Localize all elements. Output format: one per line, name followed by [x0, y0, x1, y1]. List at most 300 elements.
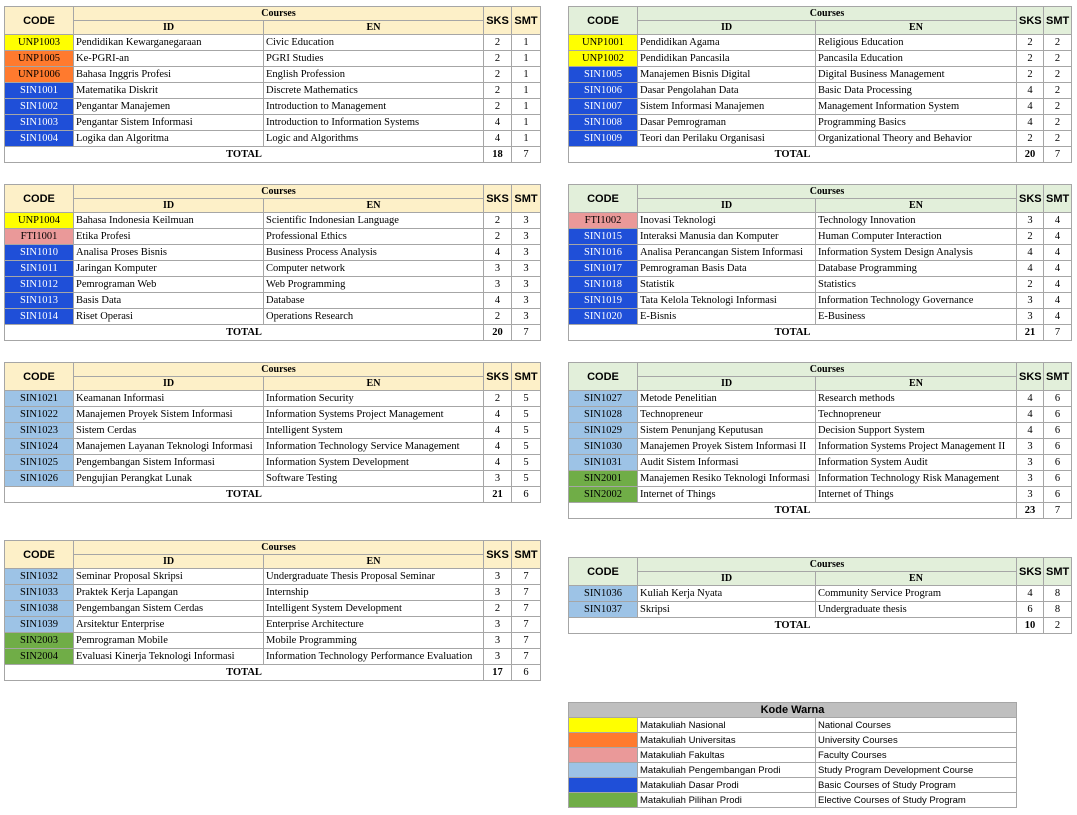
id-header: ID: [638, 21, 816, 35]
header-row: [569, 558, 1072, 572]
course-smt: 5: [512, 391, 541, 407]
course-name-id: Arsitektur Enterprise: [74, 617, 264, 633]
course-name-en: Programming Basics: [816, 115, 1017, 131]
course-name-en: Information System Audit: [816, 455, 1017, 471]
smt-header: SMT: [1044, 558, 1072, 586]
course-name-en: Religious Education: [816, 35, 1017, 51]
course-code: SIN1019: [569, 293, 638, 309]
course-name-id: Interaksi Manusia dan Komputer: [638, 229, 816, 245]
course-name-id: Manajemen Bisnis Digital: [638, 67, 816, 83]
course-sks: 4: [1017, 245, 1044, 261]
course-name-id: Seminar Proposal Skripsi: [74, 569, 264, 585]
en-header: EN: [816, 199, 1017, 213]
course-code: FTI1001: [5, 229, 74, 245]
course-smt: 7: [512, 601, 541, 617]
smt-header: SMT: [1044, 185, 1072, 213]
course-row: [569, 277, 1072, 293]
header-row: [5, 185, 541, 199]
course-code: SIN1006: [569, 83, 638, 99]
course-name-id: E-Bisnis: [638, 309, 816, 325]
course-sks: 6: [1017, 602, 1044, 618]
course-name-en: Discrete Mathematics: [264, 83, 484, 99]
course-code: SIN1038: [5, 601, 74, 617]
course-name-en: Technology Innovation: [816, 213, 1017, 229]
legend-title: Kode Warna: [569, 703, 1017, 718]
total-sks: 18: [484, 147, 512, 163]
course-name-en: Information Systems Project Management II: [816, 439, 1017, 455]
total-row: [5, 147, 541, 163]
course-code: SIN1011: [5, 261, 74, 277]
course-name-id: Statistik: [638, 277, 816, 293]
course-name-en: Technopreneur: [816, 407, 1017, 423]
course-code: SIN1002: [5, 99, 74, 115]
course-name-id: Sistem Cerdas: [74, 423, 264, 439]
course-sks: 3: [484, 649, 512, 665]
course-name-id: Internet of Things: [638, 487, 816, 503]
course-name-id: Analisa Perancangan Sistem Informasi: [638, 245, 816, 261]
course-row: [5, 423, 541, 439]
course-name-en: Mobile Programming: [264, 633, 484, 649]
course-name-en: Undergraduate Thesis Proposal Seminar: [264, 569, 484, 585]
smt-header: SMT: [512, 363, 541, 391]
course-name-en: Intelligent System Development: [264, 601, 484, 617]
courses-header: Courses: [638, 7, 1017, 21]
course-row: [569, 602, 1072, 618]
course-name-en: Statistics: [816, 277, 1017, 293]
legend-row: [569, 763, 1017, 778]
course-name-en: Organizational Theory and Behavior: [816, 131, 1017, 147]
total-label: TOTAL: [569, 503, 1017, 519]
course-code: UNP1005: [5, 51, 74, 67]
course-sks: 4: [1017, 407, 1044, 423]
course-row: [5, 617, 541, 633]
total-smt: 7: [1044, 325, 1072, 341]
sks-header: SKS: [1017, 363, 1044, 391]
course-sks: 2: [1017, 131, 1044, 147]
course-code: SIN1022: [5, 407, 74, 423]
course-smt: 3: [512, 213, 541, 229]
total-smt: 6: [512, 487, 541, 503]
course-name-id: Pengantar Sistem Informasi: [74, 115, 264, 131]
course-code: SIN1009: [569, 131, 638, 147]
course-row: [5, 633, 541, 649]
sks-header: SKS: [484, 185, 512, 213]
legend-row: [569, 793, 1017, 808]
course-sks: 4: [484, 293, 512, 309]
course-name-en: Digital Business Management: [816, 67, 1017, 83]
course-code: SIN1039: [5, 617, 74, 633]
course-smt: 6: [1044, 407, 1072, 423]
course-row: [5, 407, 541, 423]
courses-header: Courses: [74, 185, 484, 199]
total-label: TOTAL: [569, 147, 1017, 163]
course-name-id: Kuliah Kerja Nyata: [638, 586, 816, 602]
en-header: EN: [264, 199, 484, 213]
course-sks: 4: [1017, 391, 1044, 407]
course-sks: 2: [484, 51, 512, 67]
course-code: SIN2001: [569, 471, 638, 487]
sks-header: SKS: [484, 363, 512, 391]
course-code: UNP1006: [5, 67, 74, 83]
course-name-en: Internet of Things: [816, 487, 1017, 503]
en-header: EN: [264, 377, 484, 391]
course-name-id: Manajemen Proyek Sistem Informasi: [74, 407, 264, 423]
course-name-id: Sistem Informasi Manajemen: [638, 99, 816, 115]
id-header: ID: [74, 377, 264, 391]
total-row: [569, 147, 1072, 163]
total-sks: 20: [484, 325, 512, 341]
course-name-en: Introduction to Information Systems: [264, 115, 484, 131]
course-row: [5, 115, 541, 131]
course-name-en: Management Information System: [816, 99, 1017, 115]
header-row: [5, 541, 541, 555]
smt-header: SMT: [1044, 7, 1072, 35]
course-row: [569, 407, 1072, 423]
course-smt: 2: [1044, 51, 1072, 67]
course-smt: 7: [512, 585, 541, 601]
total-smt: 7: [1044, 147, 1072, 163]
course-code: SIN1037: [569, 602, 638, 618]
course-smt: 4: [1044, 213, 1072, 229]
course-smt: 7: [512, 633, 541, 649]
legend-swatch: [569, 778, 638, 793]
subheader-row: [5, 555, 541, 569]
total-sks: 23: [1017, 503, 1044, 519]
course-smt: 6: [1044, 455, 1072, 471]
id-header: ID: [74, 21, 264, 35]
total-row: [5, 325, 541, 341]
course-row: [5, 67, 541, 83]
id-header: ID: [74, 555, 264, 569]
sks-header: SKS: [484, 541, 512, 569]
legend-label-id: Matakuliah Pilihan Prodi: [638, 793, 816, 808]
course-name-id: Pengantar Manajemen: [74, 99, 264, 115]
code-header: CODE: [5, 185, 74, 213]
course-code: SIN1024: [5, 439, 74, 455]
subheader-row: [569, 199, 1072, 213]
course-smt: 4: [1044, 277, 1072, 293]
legend-header: [569, 703, 1017, 718]
course-code: SIN1023: [5, 423, 74, 439]
course-name-id: Metode Penelitian: [638, 391, 816, 407]
sks-header: SKS: [1017, 185, 1044, 213]
course-smt: 5: [512, 407, 541, 423]
course-row: [5, 649, 541, 665]
course-sks: 2: [484, 309, 512, 325]
course-smt: 1: [512, 115, 541, 131]
course-name-id: Tata Kelola Teknologi Informasi: [638, 293, 816, 309]
legend-label-en: Basic Courses of Study Program: [816, 778, 1017, 793]
course-sks: 3: [1017, 213, 1044, 229]
course-name-en: Software Testing: [264, 471, 484, 487]
course-code: UNP1004: [5, 213, 74, 229]
course-code: SIN1025: [5, 455, 74, 471]
legend-row: [569, 748, 1017, 763]
course-sks: 2: [1017, 67, 1044, 83]
course-code: SIN1020: [569, 309, 638, 325]
course-row: [5, 83, 541, 99]
subheader-row: [569, 377, 1072, 391]
course-name-id: Pemrograman Web: [74, 277, 264, 293]
course-name-en: Information Technology Service Management: [264, 439, 484, 455]
en-header: EN: [264, 21, 484, 35]
header-row: [569, 7, 1072, 21]
legend-label-en: Elective Courses of Study Program: [816, 793, 1017, 808]
legend-row: [569, 718, 1017, 733]
legend-label-id: Matakuliah Dasar Prodi: [638, 778, 816, 793]
course-sks: 4: [484, 115, 512, 131]
course-sks: 4: [484, 439, 512, 455]
course-code: SIN1014: [5, 309, 74, 325]
course-name-id: Skripsi: [638, 602, 816, 618]
header-row: [569, 363, 1072, 377]
course-name-en: Introduction to Management: [264, 99, 484, 115]
course-code: SIN1001: [5, 83, 74, 99]
header-row: [5, 7, 541, 21]
legend-label-id: Matakuliah Universitas: [638, 733, 816, 748]
total-smt: 2: [1044, 618, 1072, 634]
courses-header: Courses: [74, 363, 484, 377]
course-smt: 5: [512, 439, 541, 455]
course-smt: 4: [1044, 309, 1072, 325]
total-row: [5, 487, 541, 503]
course-sks: 4: [484, 407, 512, 423]
course-row: [5, 309, 541, 325]
course-code: SIN2002: [569, 487, 638, 503]
course-name-id: Sistem Penunjang Keputusan: [638, 423, 816, 439]
course-row: [569, 487, 1072, 503]
legend-label-id: Matakuliah Pengembangan Prodi: [638, 763, 816, 778]
course-name-id: Pendidikan Kewarganegaraan: [74, 35, 264, 51]
course-smt: 1: [512, 131, 541, 147]
course-sks: 2: [1017, 229, 1044, 245]
course-row: [5, 277, 541, 293]
course-row: [569, 131, 1072, 147]
course-sks: 3: [1017, 455, 1044, 471]
course-sks: 2: [484, 213, 512, 229]
course-code: SIN1031: [569, 455, 638, 471]
course-sks: 4: [1017, 99, 1044, 115]
course-row: [5, 35, 541, 51]
course-sks: 3: [1017, 487, 1044, 503]
course-name-id: Ke-PGRI-an: [74, 51, 264, 67]
course-row: [569, 245, 1072, 261]
course-code: SIN1021: [5, 391, 74, 407]
total-sks: 17: [484, 665, 512, 681]
semester-8-table: [568, 557, 1072, 634]
course-sks: 2: [484, 391, 512, 407]
course-row: [569, 439, 1072, 455]
en-header: EN: [264, 555, 484, 569]
course-name-en: Basic Data Processing: [816, 83, 1017, 99]
subheader-row: [569, 21, 1072, 35]
course-name-en: Enterprise Architecture: [264, 617, 484, 633]
total-label: TOTAL: [5, 665, 484, 681]
course-sks: 3: [1017, 439, 1044, 455]
total-sks: 21: [484, 487, 512, 503]
course-smt: 3: [512, 261, 541, 277]
course-smt: 2: [1044, 35, 1072, 51]
course-name-en: Undergraduate thesis: [816, 602, 1017, 618]
total-sks: 10: [1017, 618, 1044, 634]
code-header: CODE: [569, 558, 638, 586]
course-row: [569, 309, 1072, 325]
course-row: [569, 35, 1072, 51]
course-code: SIN1005: [569, 67, 638, 83]
course-code: SIN1015: [569, 229, 638, 245]
course-smt: 4: [1044, 229, 1072, 245]
course-name-id: Basis Data: [74, 293, 264, 309]
course-name-id: Keamanan Informasi: [74, 391, 264, 407]
course-row: [569, 293, 1072, 309]
course-name-en: Intelligent System: [264, 423, 484, 439]
course-smt: 2: [1044, 83, 1072, 99]
course-name-id: Evaluasi Kinerja Teknologi Informasi: [74, 649, 264, 665]
course-row: [5, 569, 541, 585]
total-label: TOTAL: [569, 325, 1017, 341]
course-row: [5, 245, 541, 261]
course-smt: 3: [512, 293, 541, 309]
course-sks: 4: [1017, 115, 1044, 131]
course-smt: 7: [512, 649, 541, 665]
course-code: SIN1029: [569, 423, 638, 439]
course-name-id: Manajemen Proyek Sistem Informasi II: [638, 439, 816, 455]
course-sks: 2: [484, 67, 512, 83]
course-row: [5, 293, 541, 309]
course-row: [569, 51, 1072, 67]
course-code: SIN1026: [5, 471, 74, 487]
course-row: [5, 601, 541, 617]
course-name-en: Information Systems Project Management: [264, 407, 484, 423]
course-smt: 1: [512, 51, 541, 67]
total-label: TOTAL: [5, 147, 484, 163]
course-row: [569, 391, 1072, 407]
course-sks: 3: [1017, 471, 1044, 487]
course-smt: 3: [512, 309, 541, 325]
course-code: SIN1036: [569, 586, 638, 602]
course-code: SIN1016: [569, 245, 638, 261]
course-code: SIN1017: [569, 261, 638, 277]
course-row: [569, 213, 1072, 229]
course-name-en: Computer network: [264, 261, 484, 277]
course-sks: 3: [484, 569, 512, 585]
course-name-id: Analisa Proses Bisnis: [74, 245, 264, 261]
course-name-id: Pengembangan Sistem Informasi: [74, 455, 264, 471]
total-sks: 21: [1017, 325, 1044, 341]
course-smt: 3: [512, 277, 541, 293]
course-name-en: Database Programming: [816, 261, 1017, 277]
course-sks: 4: [1017, 261, 1044, 277]
course-name-id: Etika Profesi: [74, 229, 264, 245]
total-row: [569, 325, 1072, 341]
semester-7-table: [4, 540, 541, 681]
course-smt: 3: [512, 229, 541, 245]
course-name-id: Pendidikan Pancasila: [638, 51, 816, 67]
semester-6-table: [568, 362, 1072, 519]
course-name-id: Logika dan Algoritma: [74, 131, 264, 147]
course-row: [569, 261, 1072, 277]
course-name-id: Audit Sistem Informasi: [638, 455, 816, 471]
course-code: SIN1010: [5, 245, 74, 261]
course-name-en: Community Service Program: [816, 586, 1017, 602]
course-row: [569, 423, 1072, 439]
course-row: [5, 229, 541, 245]
code-header: CODE: [569, 7, 638, 35]
course-row: [5, 99, 541, 115]
course-row: [5, 391, 541, 407]
smt-header: SMT: [512, 541, 541, 569]
course-name-id: Bahasa Indonesia Keilmuan: [74, 213, 264, 229]
course-name-id: Pengembangan Sistem Cerdas: [74, 601, 264, 617]
smt-header: SMT: [512, 185, 541, 213]
course-row: [569, 115, 1072, 131]
course-row: [569, 586, 1072, 602]
sks-header: SKS: [484, 7, 512, 35]
course-smt: 4: [1044, 261, 1072, 277]
course-name-id: Dasar Pengolahan Data: [638, 83, 816, 99]
course-code: UNP1001: [569, 35, 638, 51]
course-name-en: Web Programming: [264, 277, 484, 293]
sks-header: SKS: [1017, 7, 1044, 35]
course-name-en: Civic Education: [264, 35, 484, 51]
course-row: [569, 229, 1072, 245]
course-name-id: Riset Operasi: [74, 309, 264, 325]
total-smt: 6: [512, 665, 541, 681]
course-sks: 3: [484, 585, 512, 601]
semester-2-table: [568, 6, 1072, 163]
course-smt: 6: [1044, 471, 1072, 487]
course-sks: 3: [484, 261, 512, 277]
course-name-en: Database: [264, 293, 484, 309]
legend-label-en: University Courses: [816, 733, 1017, 748]
course-name-en: Business Process Analysis: [264, 245, 484, 261]
course-sks: 3: [484, 471, 512, 487]
course-name-en: Internship: [264, 585, 484, 601]
course-smt: 8: [1044, 602, 1072, 618]
course-row: [569, 99, 1072, 115]
course-code: UNP1003: [5, 35, 74, 51]
course-code: SIN1013: [5, 293, 74, 309]
course-smt: 2: [1044, 131, 1072, 147]
semester-3-table: [4, 184, 541, 341]
course-smt: 4: [1044, 293, 1072, 309]
en-header: EN: [816, 572, 1017, 586]
code-header: CODE: [569, 185, 638, 213]
course-sks: 2: [484, 229, 512, 245]
course-sks: 2: [484, 35, 512, 51]
legend-label-en: National Courses: [816, 718, 1017, 733]
total-sks: 20: [1017, 147, 1044, 163]
course-name-en: Scientific Indonesian Language: [264, 213, 484, 229]
course-row: [5, 131, 541, 147]
course-name-id: Praktek Kerja Lapangan: [74, 585, 264, 601]
course-sks: 4: [484, 455, 512, 471]
course-sks: 2: [484, 83, 512, 99]
legend-swatch: [569, 733, 638, 748]
course-row: [5, 585, 541, 601]
course-smt: 6: [1044, 391, 1072, 407]
course-code: SIN1018: [569, 277, 638, 293]
course-name-en: Information Technology Performance Evaluation: [264, 649, 484, 665]
course-smt: 6: [1044, 439, 1072, 455]
sks-header: SKS: [1017, 558, 1044, 586]
course-name-en: Operations Research: [264, 309, 484, 325]
course-smt: 2: [1044, 115, 1072, 131]
course-sks: 2: [1017, 277, 1044, 293]
course-name-en: Information System Development: [264, 455, 484, 471]
total-smt: 7: [512, 147, 541, 163]
course-smt: 2: [1044, 67, 1072, 83]
